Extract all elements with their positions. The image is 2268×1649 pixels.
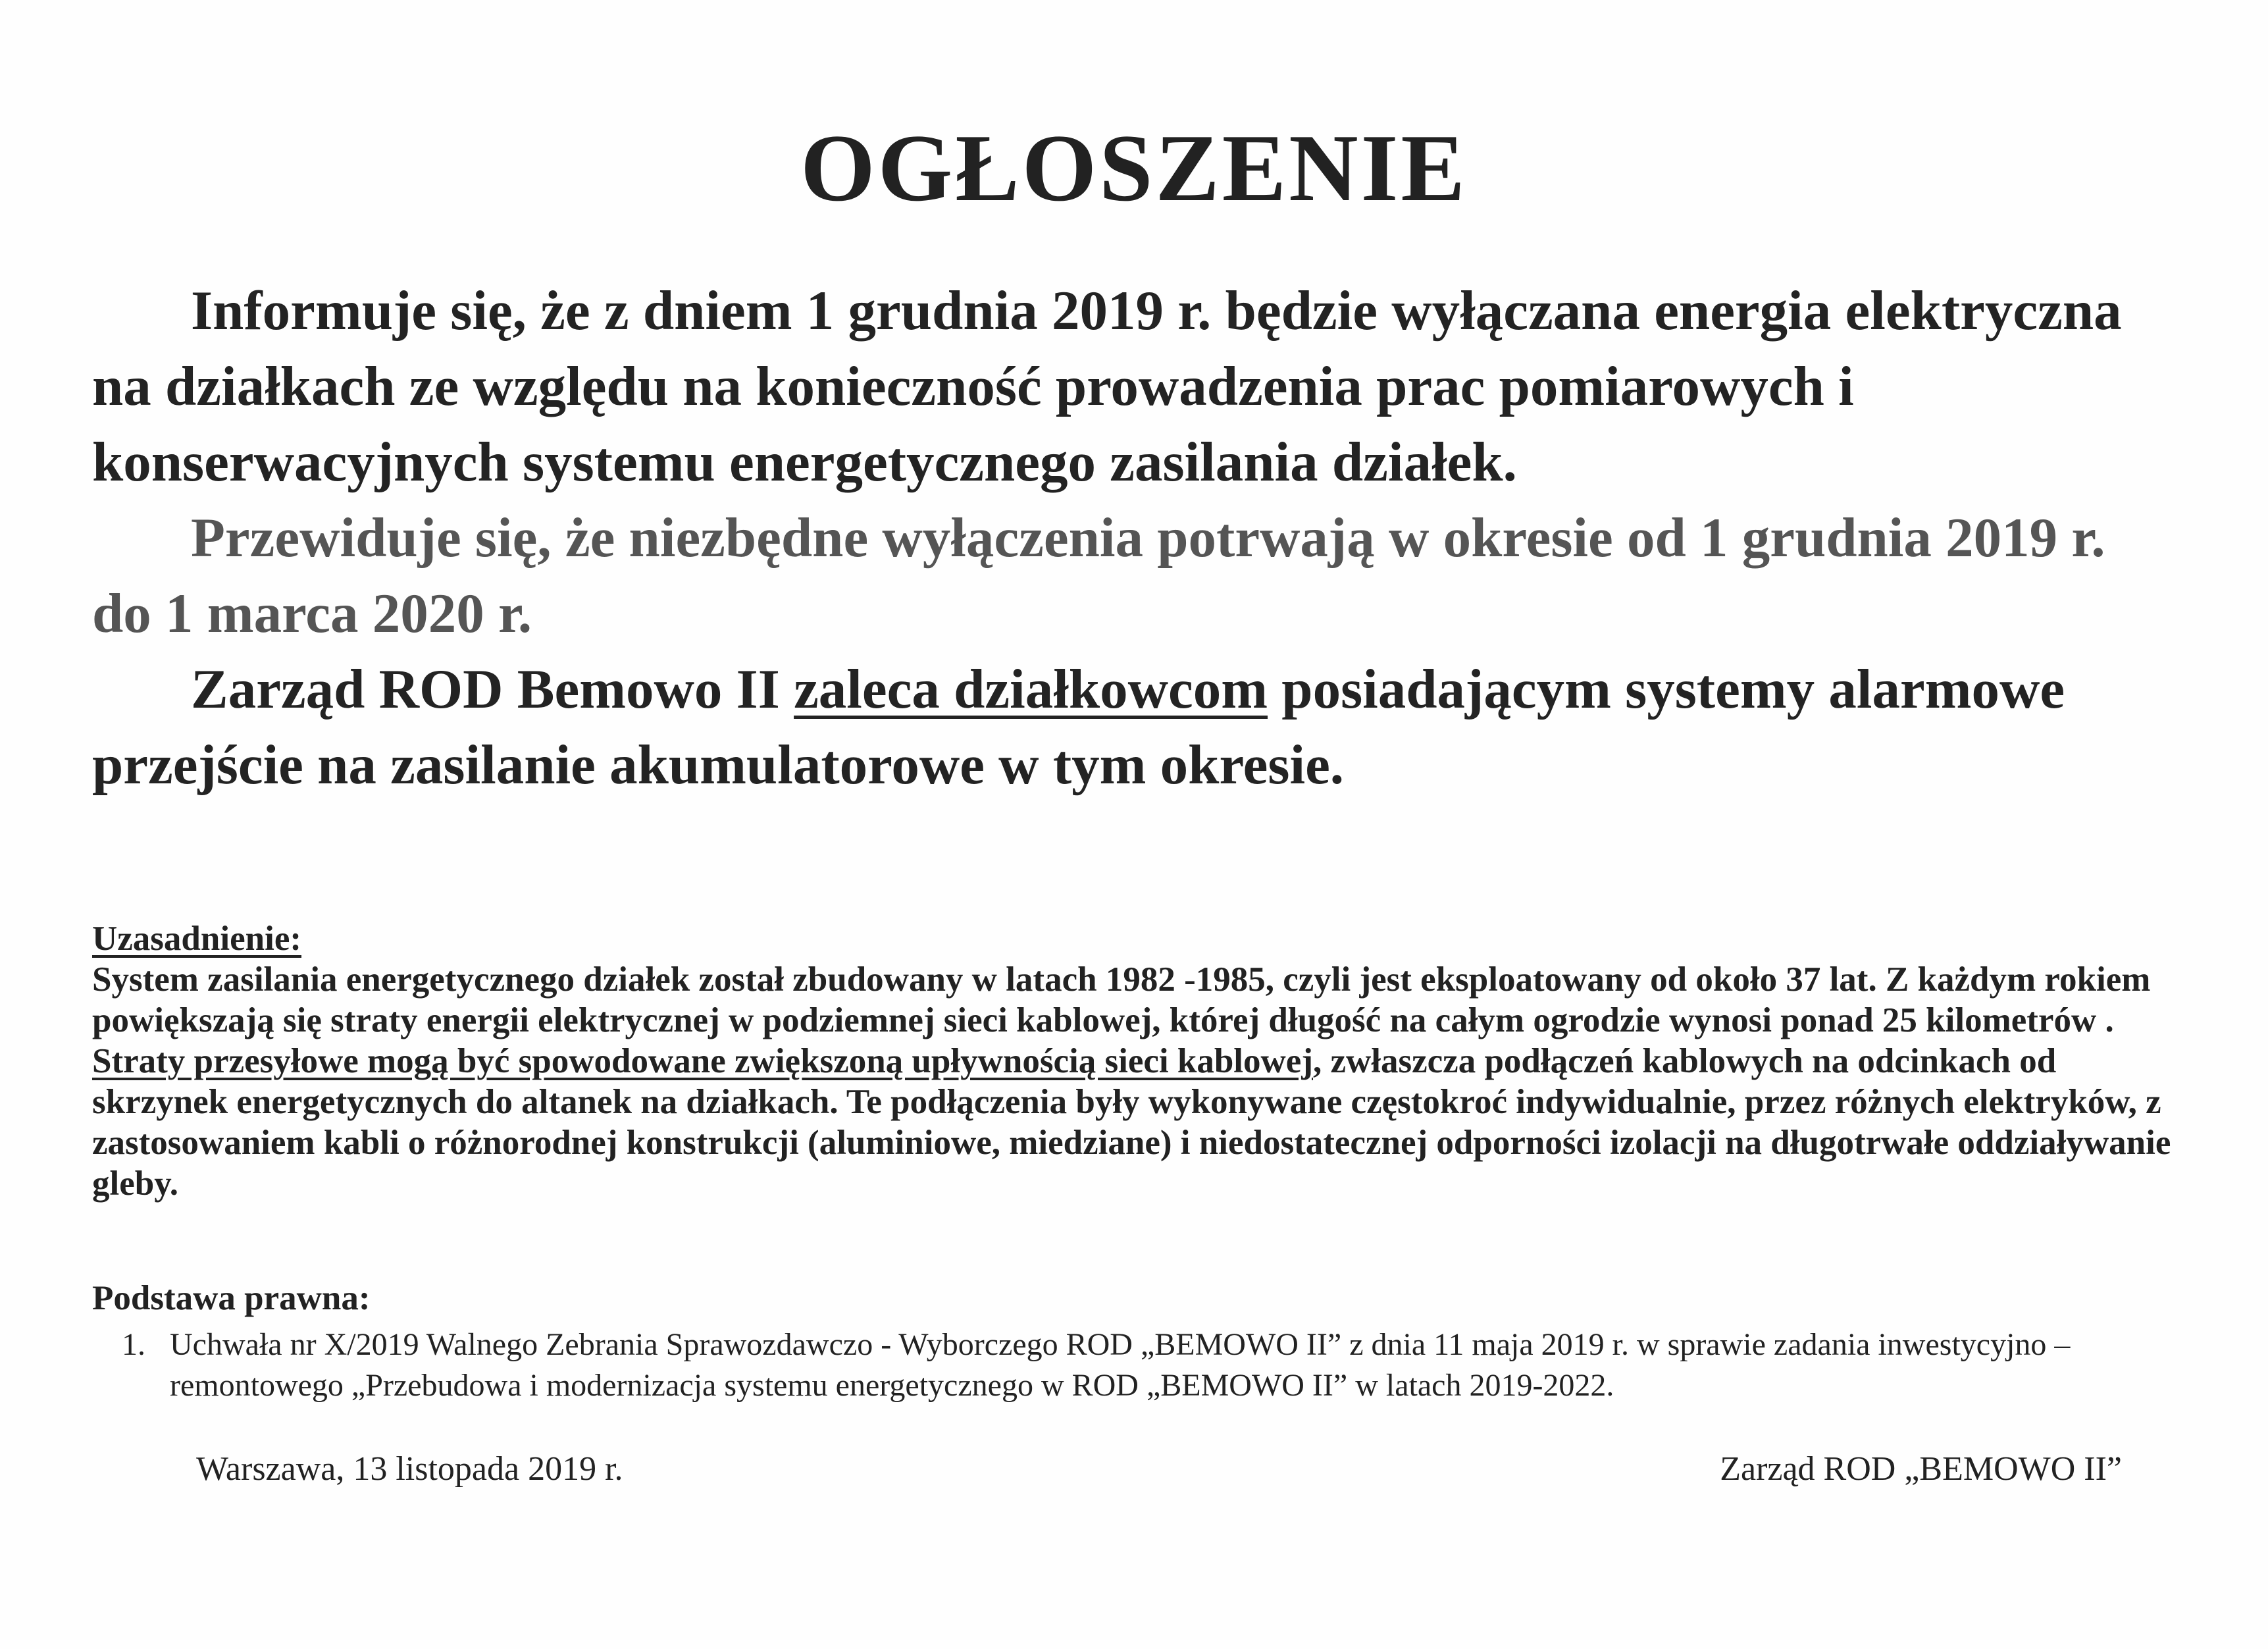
justification-heading: Uzasadnienie:	[92, 920, 301, 958]
legal-basis-item-number: 1.	[122, 1327, 145, 1362]
legal-basis-heading: Podstawa prawna:	[92, 1279, 371, 1317]
signature: Zarząd ROD „BEMOWO II”	[1720, 1450, 2122, 1488]
legal-basis-item	[92, 1324, 2198, 1406]
justification-text-after: , zwłaszcza podłączeń kablowych na odcinkach od skrzynek energetycznych do altanek na działkach. Te podłączenia były wykonywane częstokroć indywidualnie, przez różnych elektryków, z zastosowaniem kabli o różnorodnej konstrukcji (aluminiowe, miedziane) i niedostatecznej odporności izolacji na długotrwałe oddziaływanie gleby.	[92, 1042, 2171, 1203]
announcement-paragraph-1: Informuje się, że z dniem 1 grudnia 2019 r. będzie wyłączana energia elektryczna na działkach ze względu na konieczność prowadzenia prac pomiarowych i konserwacyjnych systemu energetycznego zasilania działek.	[92, 280, 2122, 493]
announcement-paragraph-2: Przewiduje się, że niezbędne wyłączenia potrwają w okresie od 1 grudnia 2019 r. do 1 marca 2020 r.	[92, 507, 2105, 644]
recommendation-rest: posiadającym systemy alarmowe przejście na zasilanie akumulatorowe w tym okresie.	[92, 658, 2065, 796]
document-title: OGŁOSZENIE	[800, 115, 1468, 221]
place-and-date: Warszawa, 13 listopada 2019 r.	[196, 1450, 623, 1488]
announcement-body	[92, 273, 2146, 803]
justification-section	[92, 918, 2172, 1204]
recommendation-underlined: zaleca działkowcom	[794, 658, 1268, 720]
legal-basis-item-text: Uchwała nr X/2019 Walnego Zebrania Sprawozdawczo - Wyborczego ROD „BEMOWO II” z dnia 11 maja 2019 r. w sprawie zadania inwestycyjno – remontowego „Przebudowa i modernizacja systemu energetycznego w ROD „BEMOWO II” w latach 2019-2022.	[170, 1327, 2071, 1403]
announcement-paragraph-3	[92, 652, 2146, 803]
justification-text-before: System zasilania energetycznego działek został zbudowany w latach 1982 -1985, czyli jest eksploatowany od około 37 lat. Z każdym rokiem powiększają się straty energii elektrycznej w podziemnej sieci kablowej, której długość na całym ogrodzie wynosi ponad 25 kilometrów .	[92, 960, 2151, 1039]
legal-basis-section	[92, 1277, 2198, 1406]
board-name: Zarząd ROD Bemowo II	[191, 658, 780, 720]
legal-basis-list	[92, 1324, 2198, 1406]
justification-text-underlined: Straty przesyłowe mogą być spowodowane zwiększoną upływnością sieci kablowej	[92, 1042, 1313, 1080]
